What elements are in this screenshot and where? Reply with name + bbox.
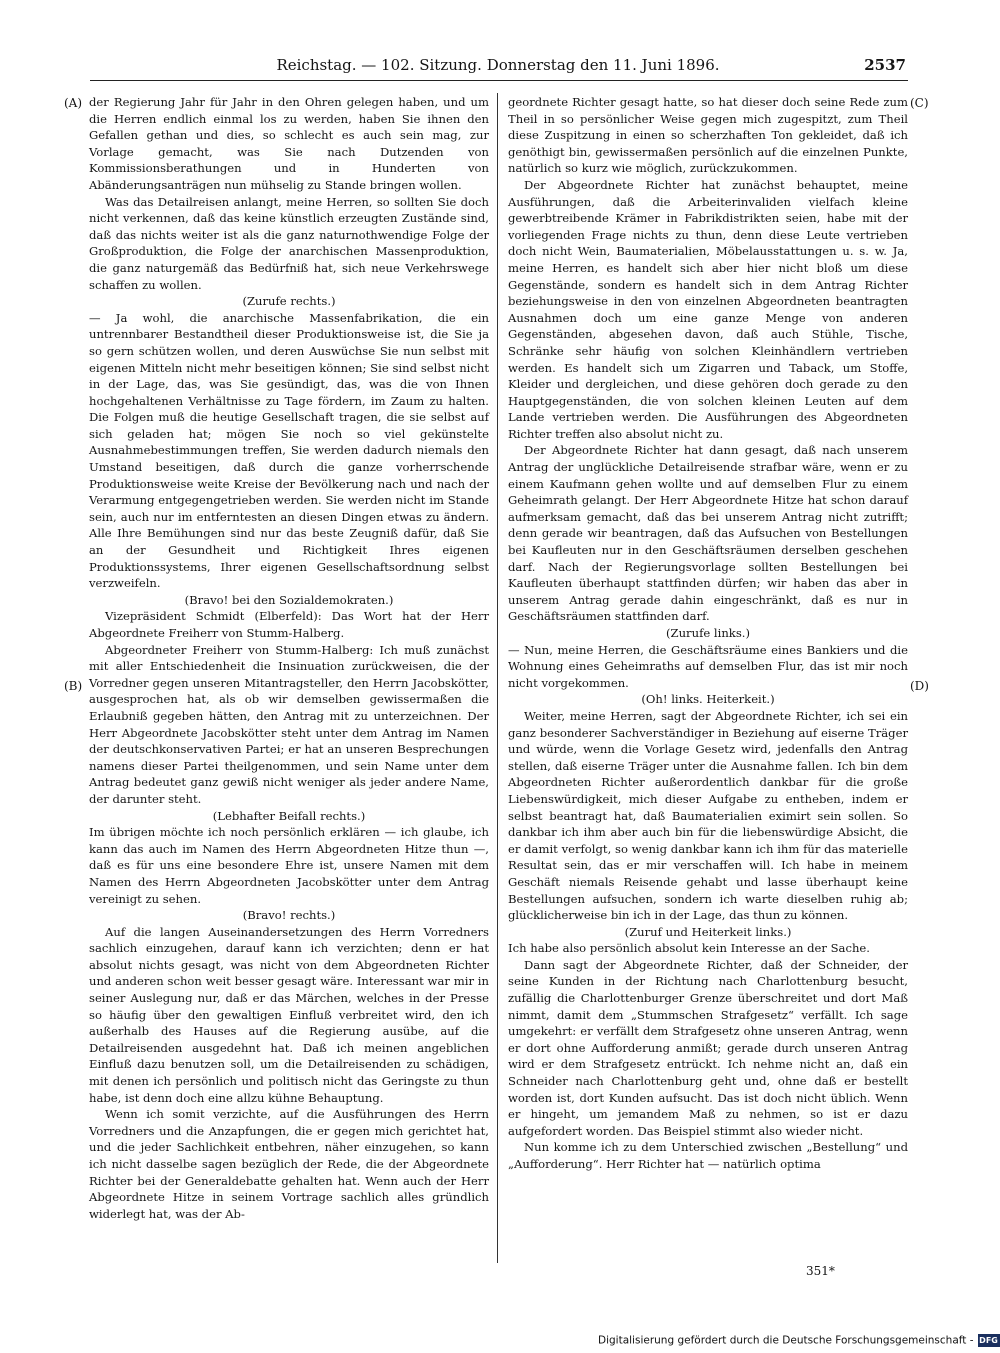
right-column (508, 94, 908, 1173)
paragraph: Abgeordneter Freiherr von Stumm-Halberg: Ich muß zunächst mit aller Entschiedenheit die Insinuation zurückweisen, die der Vorredner gegen unseren Mitantragsteller, den Herrn Jacobskötter, ausgesprochen hat, als ob wir demselben gewissermaßen die Erlaubniß gegeben hätten, den Antrag mit zu unterzeichnen. Der Herr Abgeordnete Jacobskötter steht unter dem Antrag im Namen der deutschkonservativen Partei; er hat an unseren Besprechungen namens dieser Partei theilgenommen, und sein Name unter dem Antrag bedeutet ganz gewiß nicht weniger als jeder andere Name, der darunter steht. (89, 642, 489, 806)
column-divider (497, 93, 498, 1263)
dfg-logo: DFG (979, 1336, 998, 1345)
interjection: (Zurufe rechts.) (242, 294, 336, 309)
header-rule (90, 80, 908, 81)
paragraph: Auf die langen Auseinandersetzungen des Herrn Vorredners sachlich einzugehen, darauf kann ich verzichten; denn er hat absolut nichts gesagt, was nicht von dem Abgeordneten Richter und anderen schon weit besser gesagt wäre. Interessant war mir in seiner Auslegung nur, daß er das Märchen, welches in der Presse so häufig über den gewaltigen Einfluß verbreitet wird, den ich außerhalb des Hauses auf die Regierung ausübe, auf die Detailreisenden ausgedehnt hat. Daß ich meinen angeblichen Einfluß dazu benutzen soll, um die Detailreisenden zu schädigen, mit denen ich persönlich und politisch nicht das Geringste zu thun habe, ist denn doch eine allzu kühne Behauptung. (89, 924, 489, 1105)
paragraph: Im übrigen möchte ich noch persönlich erklären — ich glaube, ich kann das auch im Namen des Herrn Abgeordneten Hitze thun —, daß es für uns eine besondere Ehre ist, unsere Namen mit dem Namen des Herrn Abgeordneten Jacobskötter unter dem Antrag vereinigt zu sehen. (89, 825, 489, 906)
paragraph: Der Abgeordnete Richter hat zunächst behauptet, meine Ausführungen, daß die Arbeiterinvaliden vielfach kleine gewerbtreibende Krämer in Fabrikdistrikten seien, habe mit der vorliegenden Frage nichts zu thun, denn diese Leute vertrieben doch nicht Wein, Baumaterialien, Möbelausstattungen u. s. w. Ja, meine Herren, es handelt sich aber hier nicht bloß um diese Gegenstände, sondern es handelt sich in dem Antrag Richter beziehungsweise in den von einzelnen Abgeordneten beantragten Ausnahmen doch um eine ganze Menge von anderen Gegenständen, abgesehen davon, daß auch Stühle, Tische, Schränke sehr häufig von solchen Kleinhändlern vertrieben werden. Es handelt sich um Zigarren und Taback, um Stoffe, Kleider und dergleichen, und diese gehören doch gerade zu den Hauptgegenständen, die von solchen kleinen Leuten auf dem Lande vertrieben werden. Die Ausführungen des Abgeordneten Richter treffen also absolut nicht zu. (508, 177, 908, 441)
interjection: (Zuruf und Heiterkeit links.) (624, 924, 792, 939)
page-number: 2537 (864, 56, 906, 74)
margin-marker-d: (D) (910, 679, 929, 693)
paragraph: Weiter, meine Herren, sagt der Abgeordnete Richter, ich sei ein ganz besonderer Sachverständiger in Beziehung auf eiserne Träger und würde, wenn die Vorlage Gesetz wird, jedenfalls den Antrag stellen, daß eiserne Träger unter die Ausnahme fallen. Ich bin dem Abgeordneten Richter außerordentlich dankbar für die große Liebenswürdigkeit, mich dieser Aufgabe zu entheben, indem er selbst beantragt hat, daß Baumaterialien eximirt sein sollen. So dankbar ich ihm aber auch bin für die liebenswürdige Absicht, die er damit verfolgt, so wenig dankbar kann ich ihm für das materielle Resultat sein, das er mir verschaffen will. Ich habe in meinem Geschäft niemals Reisende gehabt und lasse überhaupt keine Bestellungen aufsuchen, sondern ich warte dieselben ruhig ab; glücklicherweise bin ich in der Lage, das thun zu können. (508, 708, 908, 923)
interjection: (Oh! links. Heiterkeit.) (641, 692, 775, 707)
header-title: Reichstag. — 102. Sitzung. Donnerstag den 11. Juni 1896. (276, 56, 720, 74)
paragraph: Nun komme ich zu dem Unterschied zwischen „Bestellung“ und „Aufforderung“. Herr Richter hat — natürlich optima (508, 1140, 908, 1171)
footer-credit: Digitalisierung gefördert durch die Deutsche Forschungsgemeinschaft - (598, 1334, 974, 1347)
margin-marker-b: (B) (64, 679, 83, 693)
paragraph: Wenn ich somit verzichte, auf die Ausführungen des Herrn Vorredners und die Anzapfungen, die er gegen mich gerichtet hat, und die jeder Sachlichkeit entbehren, näher einzugehen, so kann ich nicht dasselbe sagen bezüglich der Rede, die der Abgeordnete Richter bei der Generaldebatte gehalten hat. Wenn auch der Herr Abgeordnete Hitze in seinem Vortrage sachlich alles gründlich widerlegt hat, was der Ab- (89, 1107, 489, 1221)
interjection: (Bravo! bei den Sozialdemokraten.) (184, 592, 394, 607)
paragraph: — Nun, meine Herren, die Geschäftsräume eines Bankiers und die Wohnung eines Geheimraths auf demselben Flur, das ist mir noch nicht vorgekommen. (508, 642, 908, 690)
paragraph: Dann sagt der Abgeordnete Richter, daß der Schneider, der seine Kunden in der Richtung nach Charlottenburg besucht, zufällig die Charlottenburger Grenze überschreitet und dort Maß nimmt, damit dem „Stummschen Strafgesetz“ verfällt. Ich sage umgekehrt: er verfällt dem Strafgesetz ohne unseren Antrag, wenn er dort ohne Aufforderung anmißt; gerade durch unseren Antrag wird er dem Strafgesetz entrückt. Ich nehme nicht an, daß ein Schneider nach Charlottenburg geht und, ohne daß er bestellt worden ist, dort Kunden aufsucht. Das ist doch nicht üblich. Wenn er hingeht, um jemandem Maß zu nehmen, so ist er dazu aufgefordert worden. Das Beispiel stimmt also wieder nicht. (508, 957, 908, 1138)
paragraph: der Regierung Jahr für Jahr in den Ohren gelegen haben, und um die Herren endlich einmal los zu werden, haben Sie ihnen den Gefallen gethan und dies, so schlecht es auch sein mag, zur Vorlage gemacht, was Sie nach Dutzenden von Kommissionsberathungen und in Hunderten von Abänderungsanträgen nun mühselig zu Stande bringen wollen. (89, 95, 489, 192)
left-column (89, 94, 489, 1222)
paragraph: Was das Detailreisen anlangt, meine Herren, so sollten Sie doch nicht verkennen, daß das keine künstlich erzeugten Zustände sind, daß das nichts weiter ist als die ganz naturnothwendige Folge der Großproduktion, die Folge der anarchischen Massenproduktion, die ganz naturgemäß das Bedürfniß hat, sich neue Verkehrswege schaffen zu wollen. (89, 194, 489, 292)
paragraph: Ich habe also persönlich absolut kein Interesse an der Sache. (508, 941, 870, 956)
margin-marker-a: (A) (64, 96, 83, 110)
margin-marker-c: (C) (910, 96, 929, 110)
paragraph: geordnete Richter gesagt hatte, so hat dieser doch seine Rede zum Theil in so persönlicher Weise gegen mich zugespitzt, zum Theil diese Zuspitzung in einen so scherzhaften Ton gekleidet, daß ich genöthigt bin, gewissermaßen persönlich auf die einzelnen Punkte, natürlich so kurz wie möglich, zurückzukommen. (508, 95, 908, 176)
interjection: (Lebhafter Beifall rechts.) (212, 808, 366, 823)
sheet-number: 351* (806, 1264, 835, 1278)
paragraph: Der Abgeordnete Richter hat dann gesagt, daß nach unserem Antrag der unglückliche Detailreisende strafbar wäre, wenn er zu einem Kaufmann gehen wollte und auf demselben Flur zu einem Geheimrath gelangt. Der Herr Abgeordnete Hitze hat schon darauf aufmerksam gemacht, daß das bei unserem Antrag nicht zutrifft; denn gerade wir beantragen, daß das Aufsuchen von Bestellungen bei Kaufleuten nur in den Geschäftsräumen derselben geschehen darf. Nach der Regierungsvorlage sollten Bestellungen bei Kaufleuten überhaupt stattfinden dürfen; wir haben das aber in unserem Antrag gerade dahin eingeschränkt, daß es nur in Geschäftsräumen stattfinden darf. (508, 443, 908, 624)
footer (598, 1334, 1000, 1347)
paragraph: Vizepräsident Schmidt (Elberfeld): Das Wort hat der Herr Abgeordnete Freiherr von Stumm-Halberg. (89, 609, 489, 640)
paragraph: — Ja wohl, die anarchische Massenfabrikation, die ein untrennbarer Bestandtheil dieser Produktionsweise ist, die Sie ja so gern schützen wollen, und deren Auswüchse Sie nun selbst mit eigenen Mitteln nicht mehr beseitigen können; Sie sind selbst nicht in der Lage, das, was Sie gesündigt, das, was die von Ihnen hochgehaltenen Verhältnisse zu Tage fördern, im Zaum zu halten. Die Folgen muß die heutige Gesellschaft tragen, die sie selbst auf sich geladen hat; mögen Sie noch so viel gekünstelte Ausnahmebestimmungen treffen, Sie werden dadurch niemals den Umstand beseitigen, daß durch die ganze vorherrschende Produktionsweise weite Kreise der Bevölkerung nach und nach der Verarmung entgegengetrieben werden. Sie werden nicht im Stande sein, auch nur im entferntesten an diesen Dingen etwas zu ändern. Alle Ihre Bemühungen sind nur das beste Zeugniß dafür, daß Sie an der Gesundheit und Richtigkeit Ihres eigenen Produktionssystems, Ihrer eigenen Gesellschaftsordnung selbst verzweifeln. (89, 310, 489, 591)
running-header (90, 56, 906, 78)
interjection: (Bravo! rechts.) (242, 908, 336, 923)
interjection: (Zurufe links.) (666, 626, 750, 640)
